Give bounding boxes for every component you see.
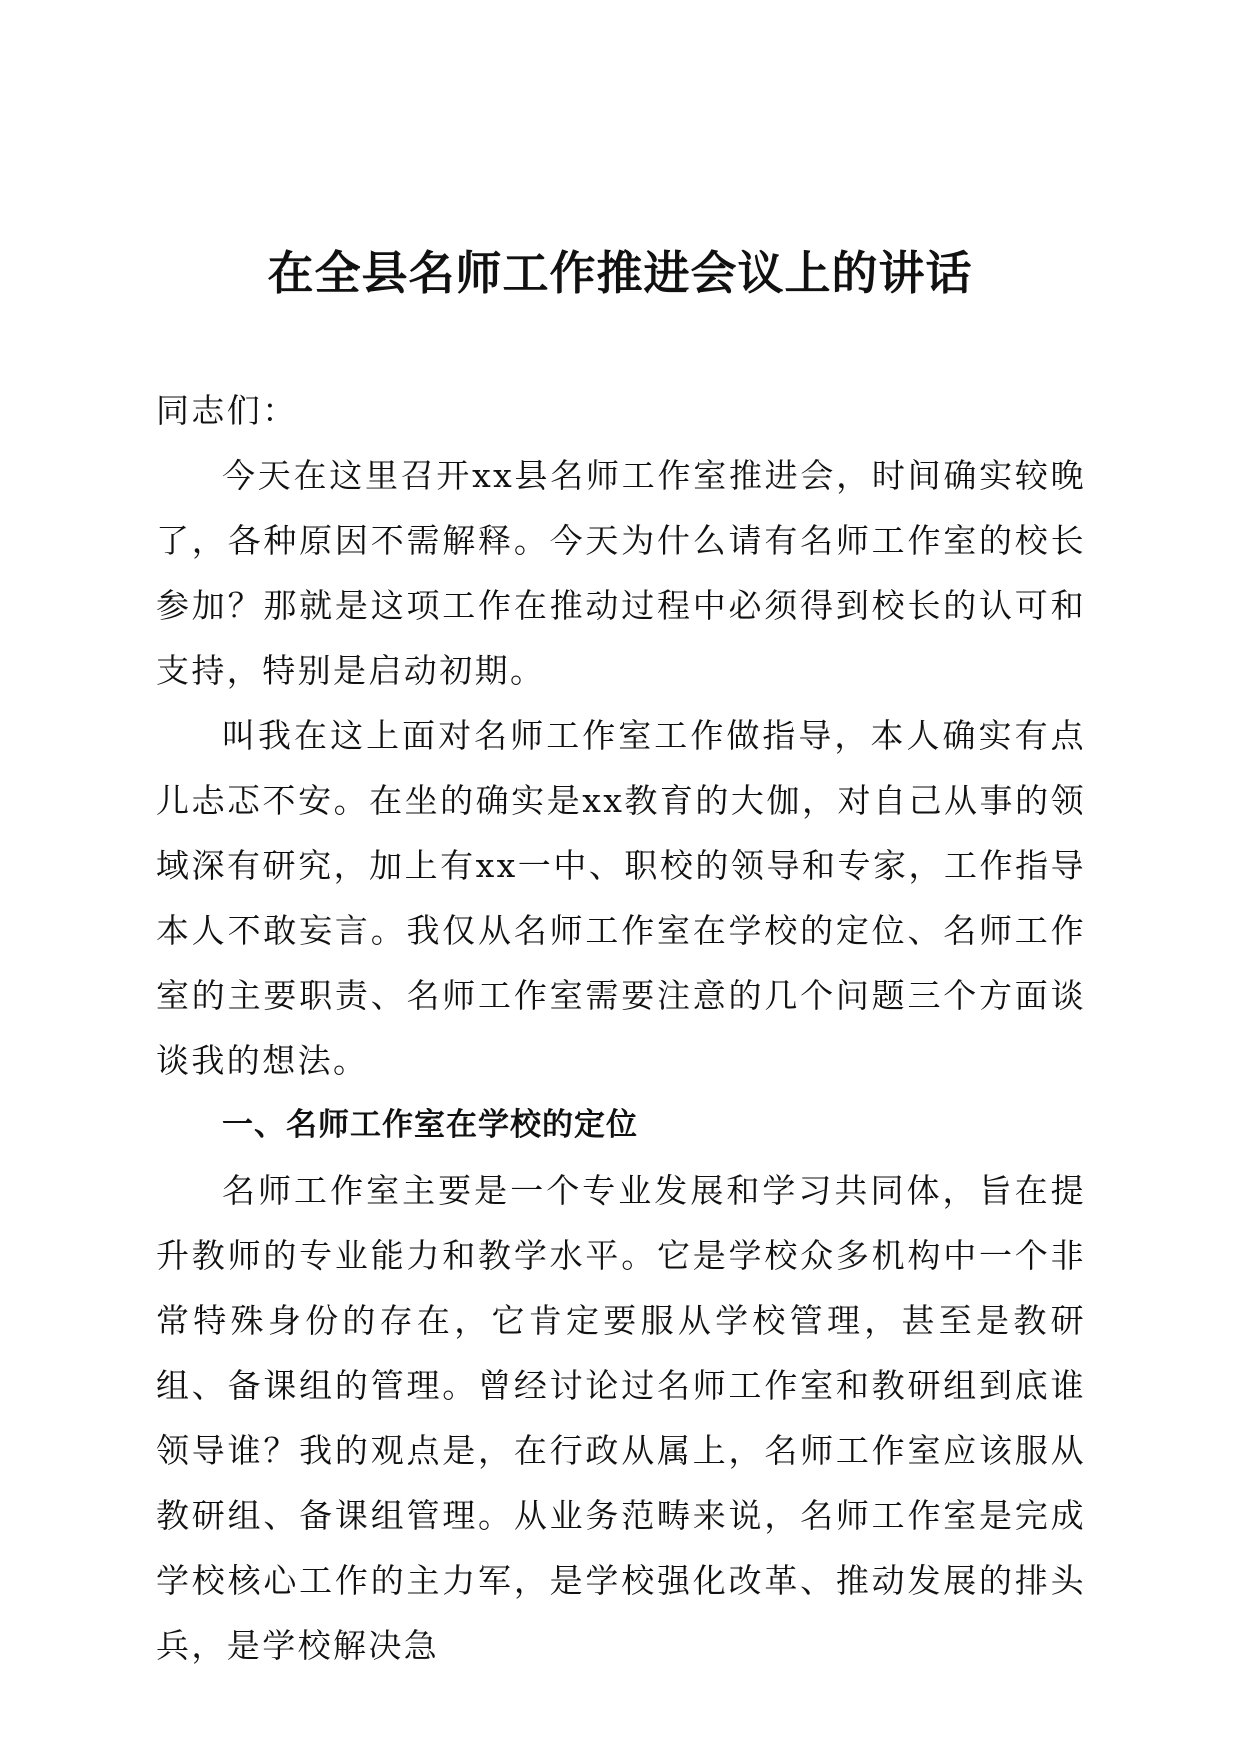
paragraph-outline: 叫我在这上面对名师工作室工作做指导，本人确实有点儿忐忑不安。在坐的确实是xx教育的大伽，对自己从事的领域深有研究，加上有xx一中、职校的领导和专家，工作指导本人不敢妄言。我仅从名师工作室在学校的定位、名师工作室的主要职责、名师工作室需要注意的几个问题三个方面谈谈我的想法。 [156, 716, 1086, 1080]
paragraph-positioning: 名师工作室主要是一个专业发展和学习共同体，旨在提升教师的专业能力和教学水平。它是学校众多机构中一个非常特殊身份的存在，它肯定要服从学校管理，甚至是教研组、备课组的管理。曾经讨论过名师工作室和教研组到底谁领导谁？我的观点是，在行政从属上，名师工作室应该服从教研组、备课组管理。从业务范畴来说，名师工作室是完成学校核心工作的主力军，是学校强化改革、推动发展的排头兵，是学校解决急 [156, 1171, 1086, 1665]
document-title: 在全县名师工作推进会议上的讲话 [267, 246, 973, 300]
salutation: 同志们： [156, 391, 298, 430]
section-heading: 一、名师工作室在学校的定位 [222, 1107, 638, 1143]
paragraph-opening: 今天在这里召开xx县名师工作室推进会，时间确实较晚了，各种原因不需解释。今天为什么请有名师工作室的校长参加？那就是这项工作在推动过程中必须得到校长的认可和支持，特别是启动初期。 [156, 456, 1086, 690]
document-body [156, 378, 1086, 1678]
